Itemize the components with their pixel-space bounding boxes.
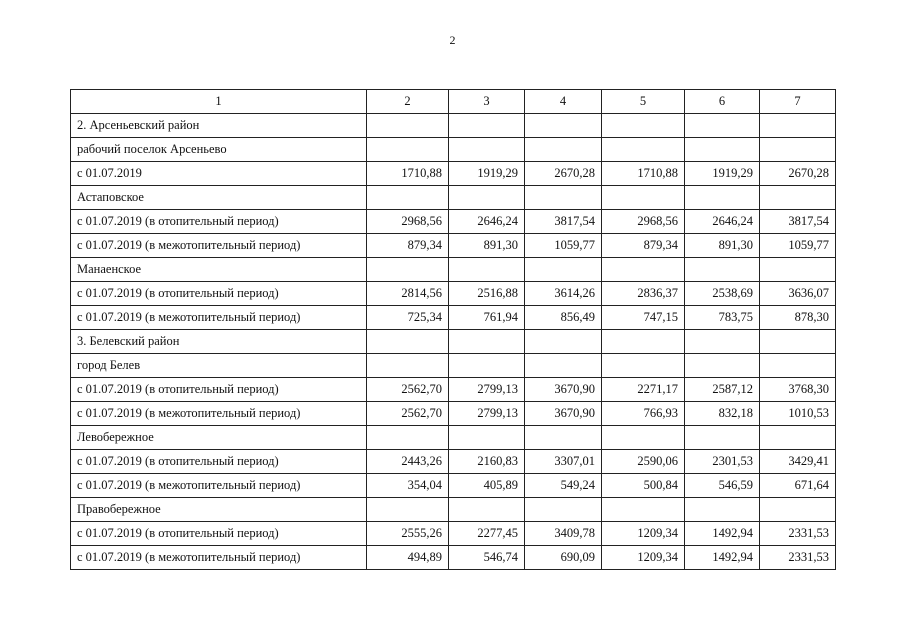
value-cell	[449, 426, 525, 450]
value-cell: 2301,53	[685, 450, 760, 474]
value-cell	[449, 114, 525, 138]
table-row	[71, 186, 836, 210]
value-cell: 354,04	[367, 474, 449, 498]
value-cell	[367, 138, 449, 162]
row-label-cell: с 01.07.2019 (в отопительный период)	[71, 282, 367, 306]
row-label-cell: с 01.07.2019 (в межотопительный период)	[71, 546, 367, 570]
value-cell: 2836,37	[602, 282, 685, 306]
table-row	[71, 114, 836, 138]
value-cell	[760, 354, 836, 378]
value-cell	[685, 114, 760, 138]
value-cell: 2443,26	[367, 450, 449, 474]
value-cell	[602, 114, 685, 138]
value-cell: 405,89	[449, 474, 525, 498]
value-cell	[602, 330, 685, 354]
value-cell: 1209,34	[602, 546, 685, 570]
value-cell: 2646,24	[685, 210, 760, 234]
page-number: 2	[449, 33, 456, 47]
column-header: 5	[602, 90, 685, 114]
table-row	[71, 402, 836, 426]
value-cell	[685, 258, 760, 282]
value-cell: 3817,54	[760, 210, 836, 234]
value-cell: 2814,56	[367, 282, 449, 306]
column-header: 2	[367, 90, 449, 114]
value-cell	[760, 330, 836, 354]
value-cell: 3670,90	[525, 402, 602, 426]
table-row	[71, 234, 836, 258]
value-cell: 3817,54	[525, 210, 602, 234]
value-cell	[525, 354, 602, 378]
row-label-cell: с 01.07.2019 (в межотопительный период)	[71, 306, 367, 330]
value-cell: 1059,77	[760, 234, 836, 258]
table-row	[71, 306, 836, 330]
row-label-cell: с 01.07.2019 (в отопительный период)	[71, 522, 367, 546]
value-cell	[685, 354, 760, 378]
value-cell	[449, 258, 525, 282]
row-label-cell: с 01.07.2019 (в межотопительный период)	[71, 474, 367, 498]
value-cell: 856,49	[525, 306, 602, 330]
value-cell: 766,93	[602, 402, 685, 426]
value-cell: 891,30	[449, 234, 525, 258]
value-cell	[602, 258, 685, 282]
row-label-cell: город Белев	[71, 354, 367, 378]
value-cell	[525, 498, 602, 522]
row-label-cell: Астаповское	[71, 186, 367, 210]
value-cell	[367, 330, 449, 354]
value-cell	[449, 498, 525, 522]
table-row	[71, 330, 836, 354]
column-header: 3	[449, 90, 525, 114]
value-cell	[449, 186, 525, 210]
table-row	[71, 498, 836, 522]
value-cell	[685, 426, 760, 450]
value-cell: 500,84	[602, 474, 685, 498]
value-cell: 671,64	[760, 474, 836, 498]
table-row	[71, 210, 836, 234]
value-cell	[760, 426, 836, 450]
value-cell: 2799,13	[449, 402, 525, 426]
value-cell: 3409,78	[525, 522, 602, 546]
column-header: 6	[685, 90, 760, 114]
row-label-cell: с 01.07.2019 (в отопительный период)	[71, 450, 367, 474]
table-row	[71, 354, 836, 378]
value-cell	[367, 114, 449, 138]
value-cell	[685, 138, 760, 162]
value-cell	[525, 330, 602, 354]
value-cell: 2555,26	[367, 522, 449, 546]
value-cell	[685, 330, 760, 354]
value-cell	[449, 330, 525, 354]
row-label-cell: 2. Арсеньевский район	[71, 114, 367, 138]
value-cell: 1710,88	[602, 162, 685, 186]
value-cell: 3670,90	[525, 378, 602, 402]
value-cell	[760, 138, 836, 162]
table-row	[71, 546, 836, 570]
value-cell: 783,75	[685, 306, 760, 330]
row-label-cell: рабочий поселок Арсеньево	[71, 138, 367, 162]
value-cell	[525, 258, 602, 282]
value-cell: 2968,56	[367, 210, 449, 234]
value-cell: 2670,28	[525, 162, 602, 186]
value-cell: 1710,88	[367, 162, 449, 186]
value-cell	[602, 138, 685, 162]
table-row	[71, 450, 836, 474]
value-cell	[367, 498, 449, 522]
value-cell: 1059,77	[525, 234, 602, 258]
value-cell: 2538,69	[685, 282, 760, 306]
row-label-cell: Левобережное	[71, 426, 367, 450]
value-cell	[760, 186, 836, 210]
value-cell	[760, 498, 836, 522]
table-row	[71, 426, 836, 450]
value-cell: 2277,45	[449, 522, 525, 546]
value-cell: 690,09	[525, 546, 602, 570]
table-row	[71, 378, 836, 402]
table-row	[71, 162, 836, 186]
value-cell: 878,30	[760, 306, 836, 330]
column-header: 4	[525, 90, 602, 114]
value-cell: 2799,13	[449, 378, 525, 402]
value-cell	[602, 186, 685, 210]
value-cell: 2562,70	[367, 402, 449, 426]
value-cell: 3614,26	[525, 282, 602, 306]
value-cell	[367, 354, 449, 378]
value-cell	[449, 354, 525, 378]
value-cell: 1492,94	[685, 546, 760, 570]
value-cell	[525, 138, 602, 162]
table-row	[71, 474, 836, 498]
value-cell: 2587,12	[685, 378, 760, 402]
value-cell	[525, 186, 602, 210]
tariff-table	[70, 89, 836, 570]
value-cell: 747,15	[602, 306, 685, 330]
value-cell: 2590,06	[602, 450, 685, 474]
table-row	[71, 522, 836, 546]
value-cell: 3768,30	[760, 378, 836, 402]
value-cell: 546,59	[685, 474, 760, 498]
column-header: 1	[71, 90, 367, 114]
value-cell: 3429,41	[760, 450, 836, 474]
table-row	[71, 138, 836, 162]
value-cell	[367, 258, 449, 282]
value-cell: 1492,94	[685, 522, 760, 546]
row-label-cell: Правобережное	[71, 498, 367, 522]
row-label-cell: с 01.07.2019 (в отопительный период)	[71, 378, 367, 402]
value-cell: 3636,07	[760, 282, 836, 306]
value-cell: 879,34	[367, 234, 449, 258]
value-cell: 2160,83	[449, 450, 525, 474]
table-header-row	[71, 90, 836, 114]
value-cell: 494,89	[367, 546, 449, 570]
value-cell	[760, 258, 836, 282]
value-cell	[449, 138, 525, 162]
value-cell: 879,34	[602, 234, 685, 258]
value-cell: 2968,56	[602, 210, 685, 234]
value-cell: 832,18	[685, 402, 760, 426]
value-cell	[367, 426, 449, 450]
value-cell	[685, 498, 760, 522]
value-cell: 2331,53	[760, 522, 836, 546]
value-cell	[602, 426, 685, 450]
value-cell: 546,74	[449, 546, 525, 570]
value-cell	[685, 186, 760, 210]
row-label-cell: 3. Белевский район	[71, 330, 367, 354]
value-cell	[525, 426, 602, 450]
value-cell: 1919,29	[449, 162, 525, 186]
value-cell: 2516,88	[449, 282, 525, 306]
value-cell: 3307,01	[525, 450, 602, 474]
table-row	[71, 282, 836, 306]
value-cell	[367, 186, 449, 210]
value-cell	[602, 354, 685, 378]
value-cell	[525, 114, 602, 138]
value-cell	[602, 498, 685, 522]
value-cell: 2646,24	[449, 210, 525, 234]
value-cell: 2670,28	[760, 162, 836, 186]
value-cell: 891,30	[685, 234, 760, 258]
value-cell: 761,94	[449, 306, 525, 330]
value-cell	[760, 114, 836, 138]
value-cell: 725,34	[367, 306, 449, 330]
value-cell: 1919,29	[685, 162, 760, 186]
value-cell: 1010,53	[760, 402, 836, 426]
value-cell: 549,24	[525, 474, 602, 498]
row-label-cell: с 01.07.2019 (в межотопительный период)	[71, 402, 367, 426]
value-cell: 2331,53	[760, 546, 836, 570]
value-cell: 2562,70	[367, 378, 449, 402]
value-cell: 1209,34	[602, 522, 685, 546]
row-label-cell: с 01.07.2019 (в межотопительный период)	[71, 234, 367, 258]
row-label-cell: Манаенское	[71, 258, 367, 282]
column-header: 7	[760, 90, 836, 114]
value-cell: 2271,17	[602, 378, 685, 402]
row-label-cell: с 01.07.2019 (в отопительный период)	[71, 210, 367, 234]
table-row	[71, 258, 836, 282]
row-label-cell: с 01.07.2019	[71, 162, 367, 186]
